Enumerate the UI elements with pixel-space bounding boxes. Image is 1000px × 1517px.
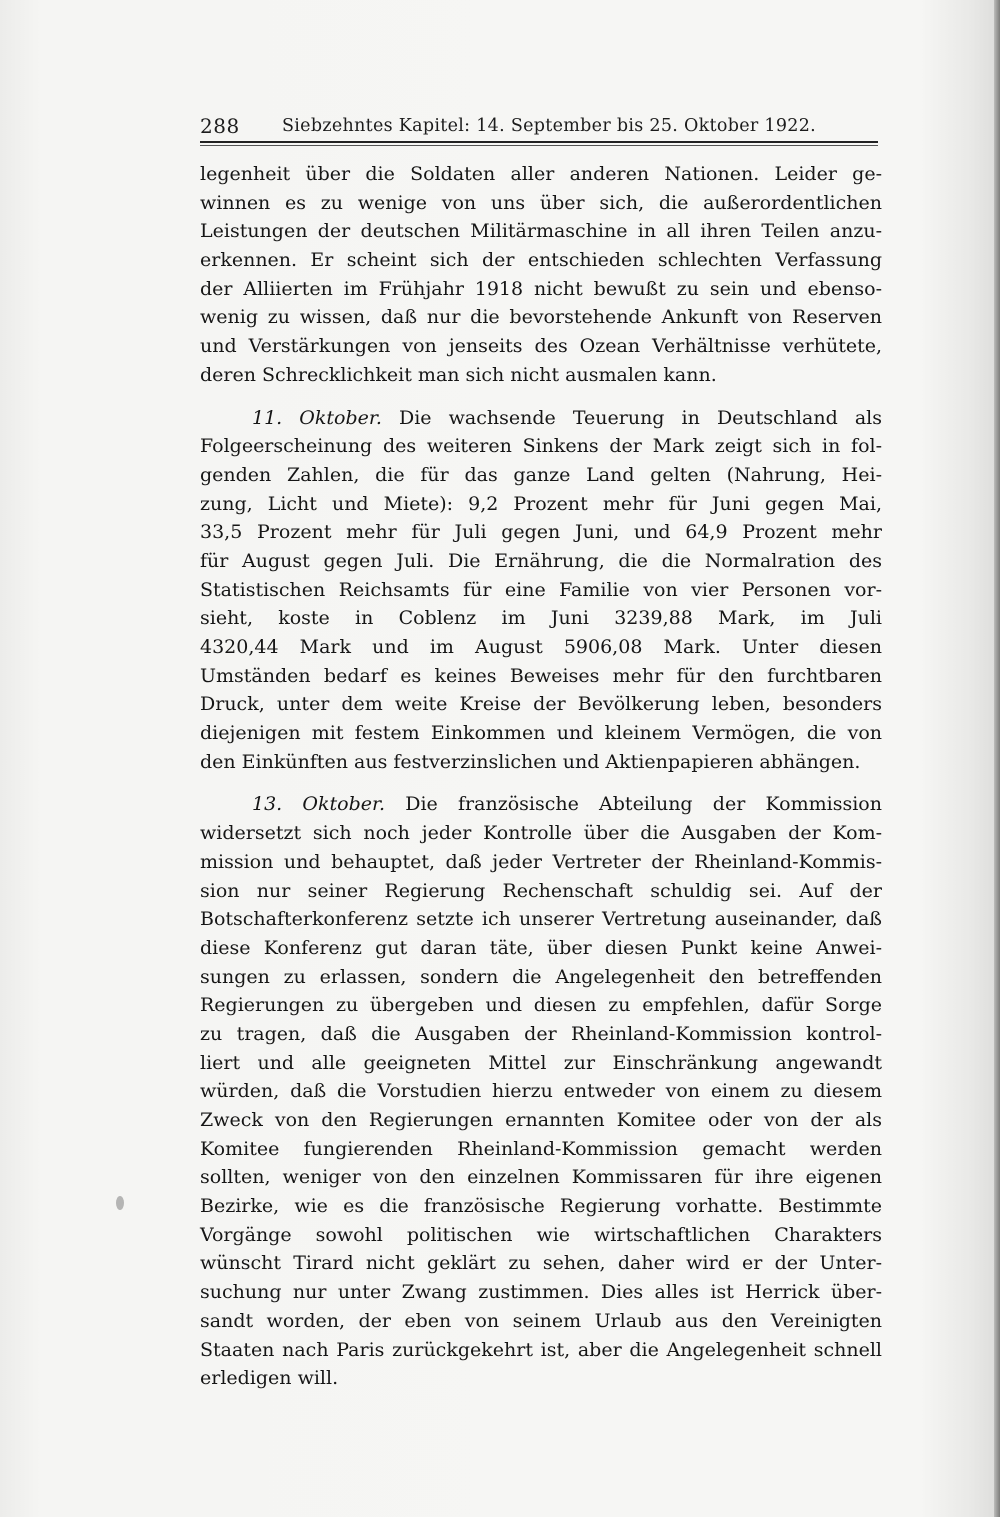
text-line: 33,5 Prozent mehr für Juli gegen Juni, und 64,9 Prozent mehr (200, 521, 882, 544)
text-line: Regierungen zu übergeben und diesen zu empfehlen, dafür Sorge (200, 994, 882, 1017)
header-rule (200, 141, 878, 143)
text-line: Bezirke, wie es die französische Regierung vorhatte. Bestimmte (200, 1195, 882, 1218)
page-body (200, 160, 882, 1393)
paragraph-2 (200, 404, 882, 777)
text-line: legenheit über die Soldaten aller anderen Nationen. Leider ge- (200, 163, 882, 185)
text-line: Komitee fungierenden Rheinland-Kommission gemacht werden (200, 1137, 882, 1160)
page-number: 288 (200, 114, 240, 138)
text-line: Umständen bedarf es keines Beweises mehr für den furchtbaren (200, 664, 882, 687)
text-line: 4320,44 Mark und im August 5906,08 Mark. Unter diesen (200, 636, 882, 658)
text-line: Staaten nach Paris zurückgekehrt ist, aber die Angelegenheit schnell (200, 1338, 882, 1361)
running-title: Siebzehntes Kapitel: 14. September bis 25. Oktober 1922. (282, 116, 816, 136)
text-line: sandt worden, der eben von seinem Urlaub aus den Vereinigten (200, 1309, 882, 1332)
page-header (200, 108, 880, 142)
text-line: diejenigen mit festem Einkommen und kleinem Vermögen, die von (200, 722, 882, 745)
text-line: mission und behauptet, daß jeder Vertreter der Rheinland-Kommis- (200, 850, 882, 873)
text-line: Druck, unter dem weite Kreise der Bevölkerung leben, besonders (200, 693, 882, 716)
entry-date: 11. Oktober. (252, 406, 382, 429)
text-line: zung, Licht und Miete): 9,2 Prozent mehr für Juni gegen Mai, (200, 492, 882, 515)
text-line: deren Schrecklichkeit man sich nicht ausmalen kann. (200, 363, 717, 386)
text-line: Statistischen Reichsamts für eine Familie von vier Personen vor- (200, 578, 882, 601)
text-line: erledigen will. (200, 1367, 339, 1390)
text-line: Botschafterkonferenz setzte ich unserer Vertretung auseinander, daß (200, 908, 882, 931)
text-line: sion nur seiner Regierung Rechenschaft schuldig sei. Auf der (200, 879, 882, 902)
text-line: zu tragen, daß die Ausgaben der Rheinland-Kommission kontrol- (200, 1022, 882, 1045)
text-line: Leistungen der deutschen Militärmaschine in all ihren Teilen anzu- (200, 220, 882, 243)
paper-speck (116, 1196, 124, 1210)
text-line: genden Zahlen, die für das ganze Land gelten (Nahrung, Hei- (200, 463, 882, 486)
text-line: wenig zu wissen, daß nur die bevorstehende Ankunft von Reserven (200, 306, 882, 329)
text-line: für August gegen Juli. Die Ernährung, die die Normalration des (200, 549, 882, 572)
text-line: erkennen. Er scheint sich der entschieden schlechten Verfassung (200, 249, 882, 272)
text-line (200, 790, 882, 819)
text-line: Vorgänge sowohl politischen wie wirtschaftlichen Charakters (200, 1223, 882, 1246)
text-line: sieht, koste in Coblenz im Juni 3239,88 Mark, im Juli (200, 607, 882, 630)
text-line (200, 404, 882, 433)
text-line: würden, daß die Vorstudien hierzu entweder von einem zu diesem (200, 1080, 882, 1103)
text-line: sungen zu erlassen, sondern die Angelegenheit den betreffenden (200, 965, 882, 988)
text-line: der Alliierten im Frühjahr 1918 nicht bewußt zu sein und ebenso- (200, 277, 882, 300)
text-line: wünscht Tirard nicht geklärt zu sehen, daher wird er der Unter- (200, 1252, 882, 1275)
entry-date: 13. Oktober. (252, 793, 386, 816)
text-line: diese Konferenz gut daran täte, über diesen Punkt keine Anwei- (200, 936, 882, 959)
text-line: suchung nur unter Zwang zustimmen. Dies alles ist Herrick über- (200, 1281, 882, 1304)
paragraph-3 (200, 790, 882, 1392)
text-line-rest: Die wachsende Teuerung in Deutschland als (399, 406, 882, 429)
header-rule-thin (200, 145, 878, 146)
paragraph-1 (200, 160, 882, 390)
text-line: den Einkünften aus festverzinslichen und Aktienpapieren abhängen. (200, 750, 861, 773)
text-line: widersetzt sich noch jeder Kontrolle über die Ausgaben der Kom- (200, 822, 882, 845)
text-line: winnen es zu wenige von uns über sich, die außerordentlichen (200, 191, 882, 214)
text-line-rest: Die französische Abteilung der Kommission (405, 793, 882, 816)
text-line: Zweck von den Regierungen ernannten Komitee oder von der als (200, 1109, 882, 1131)
text-line: sollten, weniger von den einzelnen Kommissaren für ihre eigenen (200, 1166, 882, 1189)
text-line: und Verstärkungen von jenseits des Ozean Verhältnisse verhütete, (200, 335, 882, 358)
page-edge-shadow (994, 0, 1000, 1517)
text-line: liert und alle geeigneten Mittel zur Einschränkung angewandt (200, 1051, 882, 1074)
text-line: Folgeerscheinung des weiteren Sinkens der Mark zeigt sich in fol- (200, 435, 882, 458)
